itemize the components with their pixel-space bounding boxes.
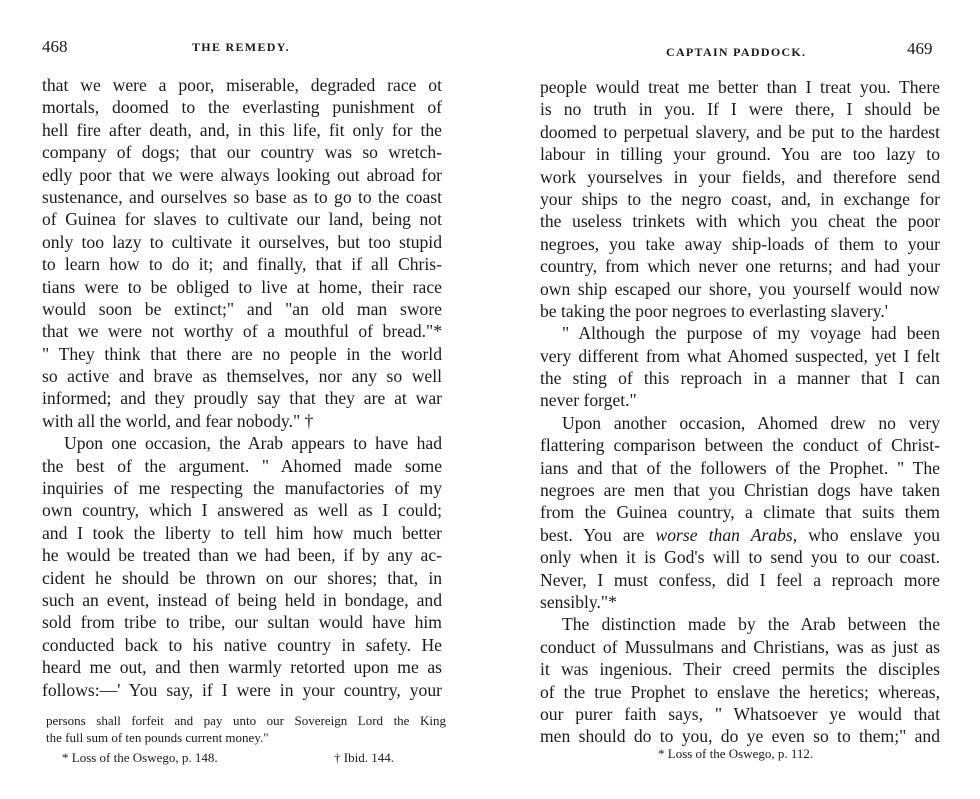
text-line: so active and brave as themselves, nor any so well bbox=[42, 366, 442, 387]
text-line: it was ingenious. Their creed permits the disciples bbox=[540, 659, 940, 680]
text-line: Never, I must confess, did I feel a reproach more bbox=[540, 569, 940, 590]
text-line: with all the world, and fear nobody." † bbox=[42, 410, 314, 431]
text-line: only when it is God's will to send you to our coast. bbox=[540, 547, 940, 568]
text-line: he would be treated than we had been, if by any ac- bbox=[42, 545, 442, 566]
text-line: conducted back to his native country in safety. He bbox=[42, 634, 442, 655]
text-line: doomed to perpetual slavery, and be put to the hardest bbox=[540, 121, 940, 142]
text-line: edly poor that we were always looking out abroad for bbox=[42, 164, 442, 185]
text-line: the useless trinkets with which you cheat the poor bbox=[540, 211, 940, 232]
text-line: the best of the argument. " Ahomed made some bbox=[42, 455, 442, 476]
text-line: only too lazy to cultivate it ourselves, but too stupid bbox=[42, 231, 442, 252]
text-line: own ship escaped our shore, you yourself would now bbox=[540, 278, 940, 299]
footnote: † Ibid. 144. bbox=[334, 750, 394, 765]
text-line: of Guinea for slaves to cultivate our land, being not bbox=[42, 209, 442, 230]
text-line: The distinction made by the Arab between the bbox=[562, 614, 940, 635]
text-line: tians were to be obliged to live at home, their race bbox=[42, 276, 442, 297]
text-line: hell fire after death, and, in this life, fit only for the bbox=[42, 119, 442, 140]
text-run: who enslave you bbox=[797, 524, 940, 545]
text-line: sustenance, and ourselves so base as to go to the coast bbox=[42, 186, 442, 207]
text-line: is no truth in you. If I were there, I should be bbox=[540, 99, 940, 120]
text-line: heard me out, and then warmly retorted upon me as bbox=[42, 657, 442, 678]
footnote: * Loss of the Oswego, p. 148. bbox=[62, 750, 218, 765]
text-line: such an event, instead of being held in bondage, and bbox=[42, 589, 442, 610]
text-line: negroes, you take away ship-loads of them to your bbox=[540, 233, 940, 254]
text-line: sensibly."* bbox=[540, 591, 617, 612]
footnote: * Loss of the Oswego, p. 112. bbox=[658, 746, 814, 761]
text-line: mortals, doomed to the everlasting punishment of bbox=[42, 97, 442, 118]
text-line: from the Guinea country, a climate that suits them bbox=[540, 502, 940, 523]
left-text-body bbox=[42, 74, 442, 701]
right-page bbox=[490, 0, 980, 799]
text-line: of the true Prophet to enslave the heretics; whereas, bbox=[540, 681, 940, 702]
running-title: CAPTAIN PADDOCK. bbox=[666, 45, 807, 59]
text-line: follows:—' You say, if I were in your country, your bbox=[42, 679, 442, 700]
text-line: sold from tribe to tribe, our sultan would have him bbox=[42, 612, 442, 633]
right-text-body bbox=[540, 76, 940, 748]
text-line: very different from what Ahomed suspected, yet I felt bbox=[540, 345, 940, 366]
text-line: that we were a poor, miserable, degraded race ot bbox=[42, 75, 442, 95]
text-line: and I took the liberty to tell him how much better bbox=[42, 522, 442, 543]
footnote-line: persons shall forfeit and pay unto our Sovereign Lord the King bbox=[46, 713, 446, 728]
text-line: be taking the poor negroes to everlasting slavery.' bbox=[540, 300, 888, 321]
text-line: that we were not worthy of a mouthful of bread."* bbox=[42, 321, 442, 342]
footnote-continuation bbox=[46, 712, 446, 746]
footnote-line: the full sum of ten pounds current money." bbox=[46, 730, 269, 745]
text-line: never forget." bbox=[540, 390, 637, 411]
page-number: 468 bbox=[42, 37, 68, 56]
text-line: country, from which never one returns; and had your bbox=[540, 256, 940, 277]
text-line: informed; and they proudly say that they are at war bbox=[42, 388, 442, 409]
text-line: your ships to the negro coast, and, in exchange for bbox=[540, 188, 940, 209]
text-line: would soon be extinct;" and "an old man swore bbox=[42, 298, 442, 319]
text-line: inquiries of me respecting the manufactories of my bbox=[42, 478, 442, 499]
text-line: company of dogs; that our country was so wretch- bbox=[42, 142, 442, 163]
text-line: cident he should be thrown on our shores; that, in bbox=[42, 567, 442, 588]
text-line: own country, which I answered as well as I could; bbox=[42, 500, 442, 521]
text-line: people would treat me better than I treat you. There bbox=[540, 77, 940, 97]
text-line: Upon another occasion, Ahomed drew no very bbox=[562, 412, 940, 433]
text-run: best. You are bbox=[540, 524, 656, 545]
text-line: conduct of Mussulmans and Christians, was as just as bbox=[540, 636, 940, 657]
text-line: labour in tilling your ground. You are too lazy to bbox=[540, 144, 940, 165]
text-line: work yourselves in your fields, and therefore send bbox=[540, 166, 940, 187]
page-number: 469 bbox=[907, 39, 933, 58]
italic-run: worse than Arabs, bbox=[655, 524, 798, 545]
text-line: flattering comparison between the conduct of Christ- bbox=[540, 435, 940, 456]
text-line: ians and that of the followers of the Prophet. " The bbox=[540, 457, 940, 478]
text-line: our purer faith says, " Whatsoever ye would that bbox=[540, 703, 940, 724]
text-line: to learn how to do it; and finally, that if all Chris- bbox=[42, 254, 442, 275]
running-title: THE REMEDY. bbox=[192, 40, 290, 54]
text-line: Upon one occasion, the Arab appears to have had bbox=[64, 433, 442, 454]
text-line: men should do to you, do ye even so to them;" and bbox=[540, 726, 940, 747]
text-line: " They think that there are no people in the world bbox=[42, 343, 442, 364]
text-line-with-italic bbox=[540, 524, 940, 546]
text-line: negroes are men that you Christian dogs have taken bbox=[540, 480, 940, 501]
text-line: the sting of this reproach in a manner that I can bbox=[540, 368, 940, 389]
text-line: " Although the purpose of my voyage had been bbox=[562, 323, 940, 344]
